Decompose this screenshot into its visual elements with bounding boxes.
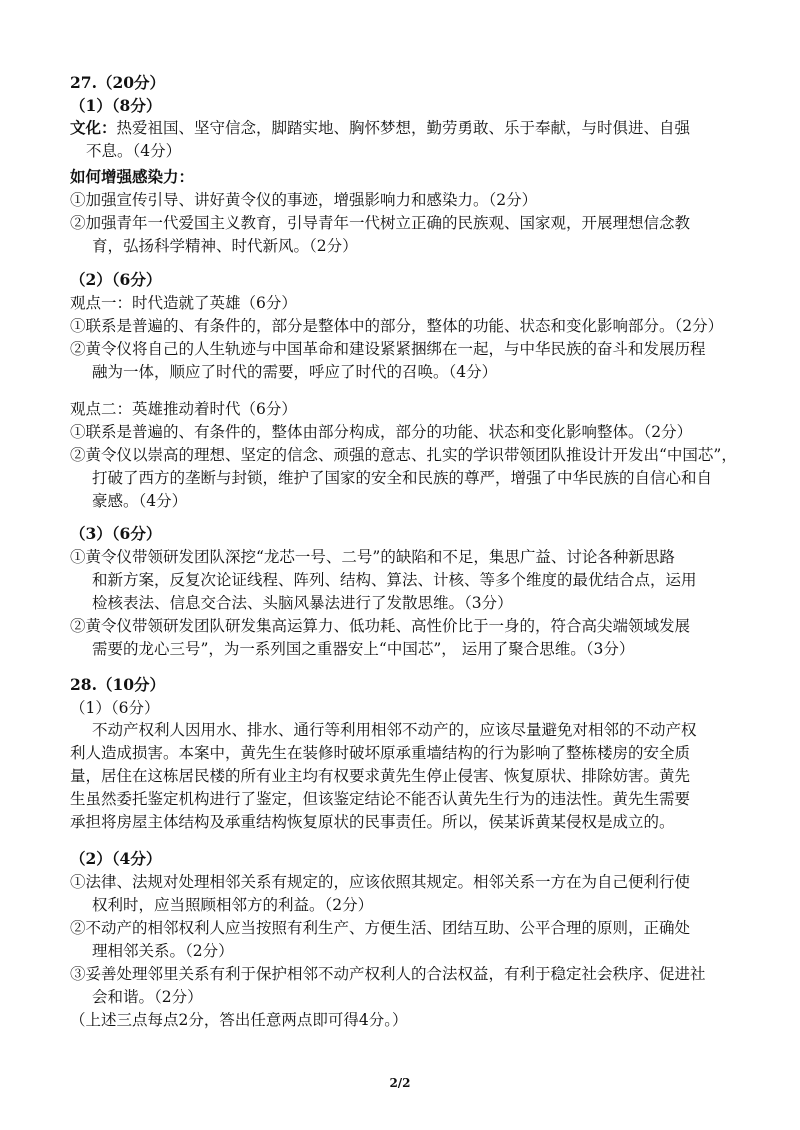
q27-heading: 27.（20分） <box>70 73 166 92</box>
q27-p3-item2-cont: 需要的龙心三号”，为一系列国之重器安上“中国芯”， 运用了聚合思维。（3分） <box>92 640 635 658</box>
q27-culture-line <box>70 117 690 139</box>
q27-p3-item1-cont1: 和新方案，反复次论证线程、阵列、结构、算法、计核、等多个维度的最优结合点，运用 <box>92 571 697 589</box>
q28-p2-item3: ③妥善处理邻里关系有利于保护相邻不动产权利人的合法权益，有利于稳定社会秩序、促进社 <box>70 965 706 983</box>
view1-item2-cont: 融为一体，顺应了时代的需要，呼应了时代的召唤。（4分） <box>92 363 498 381</box>
q28-p2-item2: ②不动产的相邻权利人应当按照有利生产、方便生活、团结互助、公平合理的原则，正确处 <box>70 919 691 937</box>
q28-p1-text-line4: 生虽然委托鉴定机构进行了鉴定，但该鉴定结论不能否认黄先生行为的违法性。黄先生需要 <box>70 790 691 808</box>
view1-item2: ②黄令仪将自己的人生轨迹与中国革命和建设紧紧捆绑在一起，与中华民族的奋斗和发展历程 <box>70 340 706 358</box>
q27-p1-item2: ②加强青年一代爱国主义教育，引导青年一代树立正确的民族观、国家观，开展理想信念教 <box>70 214 691 232</box>
q27-p3-item2: ②黄令仪带领研发团队研发集高运算力、低功耗、高性价比于一身的，符合高尖端领域发展 <box>70 617 691 635</box>
view2-item2: ②黄令仪以崇高的理想、坚定的信念、顽强的意志、扎实的学识带领团队推设计开发出“中国芯”， <box>70 446 737 464</box>
view2-heading: 观点二：英雄推动着时代（6分） <box>70 400 297 418</box>
view1-heading: 观点一：时代造就了英雄（6分） <box>70 294 297 312</box>
q28-p1-text-line2: 利人造成损害。本案中，黄先生在装修时破坏原承重墙结构的行为影响了整栋楼房的安全质 <box>70 744 691 762</box>
how-heading: 如何增强感染力： <box>70 167 195 186</box>
q28-heading: 28.（10分） <box>70 675 166 694</box>
q28-p2-item1-cont: 权利时，应当照顾相邻方的利益。（2分） <box>92 896 374 914</box>
q27-part1-heading: （1）（8分） <box>70 96 162 115</box>
q28-part1-heading: （1）（6分） <box>70 699 160 717</box>
q27-p1-item1: ①加强宣传引导、讲好黄令仪的事迹，增强影响力和感染力。（2分） <box>70 191 538 209</box>
view1-item1: ①联系是普遍的、有条件的，部分是整体中的部分，整体的功能、状态和变化影响部分。（2分） <box>70 317 724 335</box>
page-number: 2/2 <box>389 1076 411 1090</box>
q27-part3-heading: （3）（6分） <box>70 524 162 543</box>
q28-p1-text-line5: 承担将房屋主体结构及承重结构恢复原状的民事责任。所以，侯某诉黄某侵权是成立的。 <box>70 813 675 831</box>
q28-part2-heading: （2）（4分） <box>70 849 162 868</box>
view2-item1: ①联系是普遍的、有条件的，整体由部分构成，部分的功能、状态和变化影响整体。（2分） <box>70 423 693 441</box>
culture-text-cont: 不息。（4分） <box>86 142 182 160</box>
q28-p1-text-line1: 不动产权利人因用水、排水、通行等利用相邻不动产的，应该尽量避免对相邻的不动产权 <box>92 721 697 739</box>
q28-p2-item2-cont: 理相邻关系。（2分） <box>92 942 234 960</box>
q27-p3-item1: ①黄令仪带领研发团队深挖“龙芯一号、二号”的缺陷和不足，集思广益、讨论各种新思路 <box>70 548 675 566</box>
q28-p1-text-line3: 量，居住在这栋居民楼的所有业主均有权要求黄先生停止侵害、恢复原状、排除妨害。黄先 <box>70 767 691 785</box>
q27-p1-item2-cont: 育，弘扬科学精神、时代新风。（2分） <box>92 237 358 255</box>
culture-text: 热爱祖国、坚守信念，脚踏实地、胸怀梦想，勤劳勇敢、乐于奉献，与时俱进、自强 <box>116 119 691 137</box>
q28-p2-item3-cont: 会和谐。（2分） <box>92 988 203 1006</box>
q27-p3-item1-cont2: 检核表法、信息交合法、头脑风暴法进行了发散思维。（3分） <box>92 594 513 612</box>
q28-p2-item1: ①法律、法规对处理相邻关系有规定的，应该依照其规定。相邻关系一方在为自己便利行使 <box>70 873 691 891</box>
q27-part2-heading: （2）（6分） <box>70 270 162 289</box>
view2-item2-cont2: 豪感。（4分） <box>92 492 188 510</box>
q28-scoring-note: （上述三点每点2分，答出任意两点即可得4分。） <box>70 1011 408 1029</box>
view2-item2-cont1: 打破了西方的垄断与封锁，维护了国家的安全和民族的尊严，增强了中华民族的自信心和自 <box>92 469 713 487</box>
culture-label: 文化： <box>70 118 117 137</box>
